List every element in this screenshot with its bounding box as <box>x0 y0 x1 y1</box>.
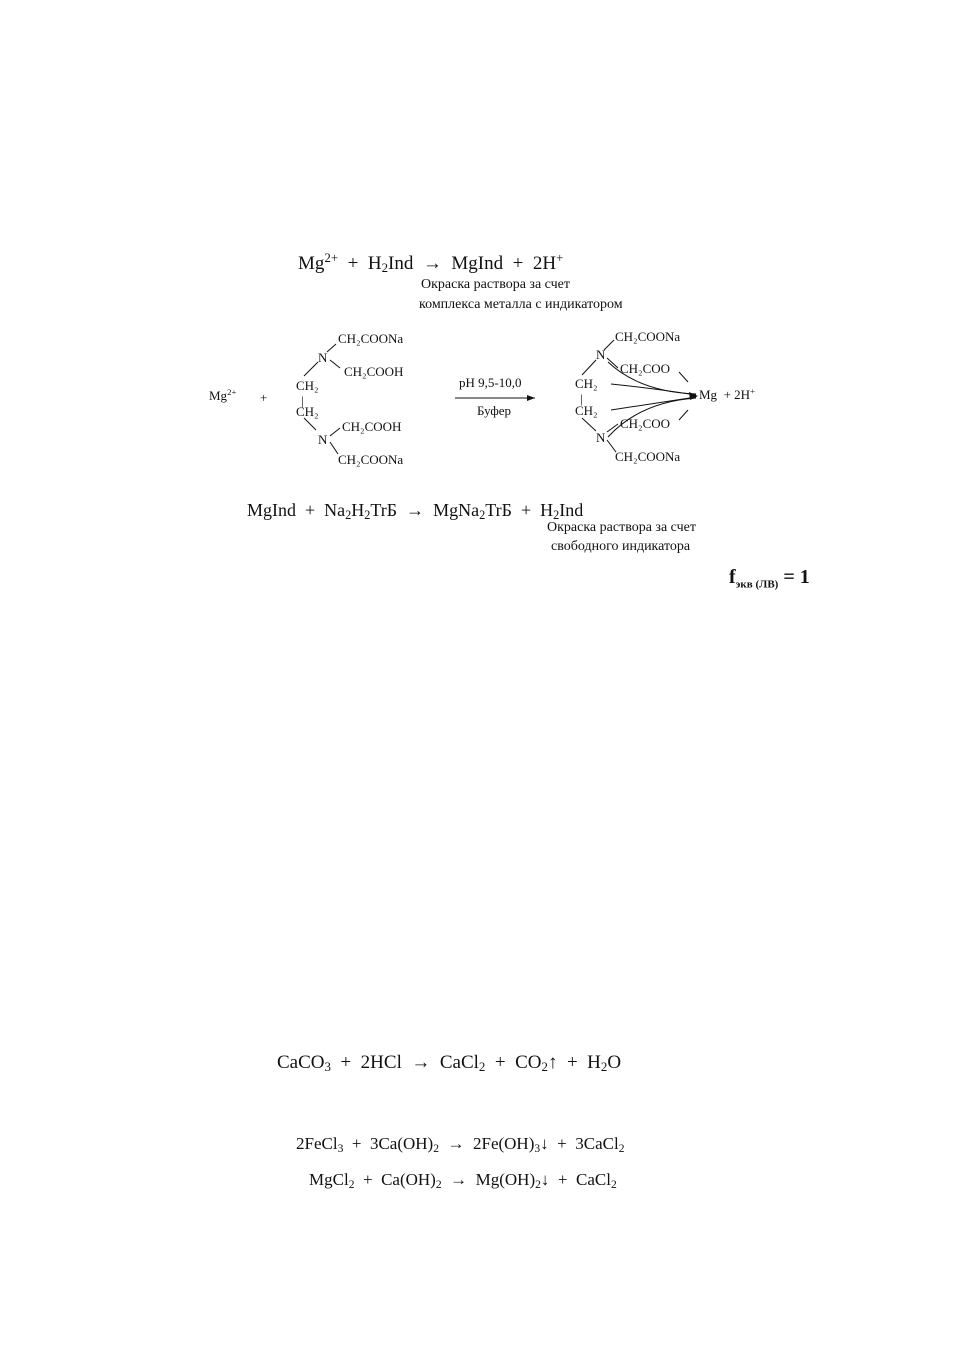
right-group-top-coo: CH₂COO <box>620 361 671 376</box>
note-free-indicator-line1: Окраска раствора за счет <box>547 520 696 535</box>
left-group-top-cooh: CH₂COOH <box>344 364 404 379</box>
plus-sign: + <box>260 390 268 405</box>
equation-mg-h2ind: $Mg^{2+} + H_2Ind$ → MgInd + 2H+ <box>298 249 564 276</box>
right-n-atom-bottom: N <box>596 430 606 445</box>
right-group-bottom-coona: CH₂COONa <box>615 449 681 464</box>
note-complex-line1: Окраска раствора за счет <box>421 277 570 292</box>
right-ch2-bottom: CH₂ <box>575 403 598 418</box>
equivalence-factor: $f_{экв (ЛВ)} = 1$ <box>729 566 810 591</box>
equation-mgcl2-caoh2: MgCl$_2$ + $Ca(OH)_2$ → $Mg(OH)_2↓$ + CaCl$_2$ <box>309 1170 617 1191</box>
left-ch2-top: CH₂ <box>296 378 319 393</box>
right-n-atom-top: N <box>596 347 606 362</box>
right-bond-bar: | <box>580 391 583 406</box>
condition-buffer: Буфер <box>477 403 512 418</box>
product-mg-complex: Mg + 2H+ <box>699 386 756 402</box>
left-n-atom-top: N <box>318 350 328 365</box>
right-ch2-top: CH₂ <box>575 376 598 391</box>
left-group-bottom-cooh: CH₂COOH <box>342 419 402 434</box>
equation-mgind-trilon: MgInd + $Na_2H_2TrБ$ → MgNa$_2$TrБ + $H_2Ind$ <box>247 500 584 523</box>
condition-ph: pH 9,5-10,0 <box>459 375 522 390</box>
left-bond-bar: | <box>301 393 304 408</box>
note-complex-line2: комплекса металла с индикатором <box>419 297 623 312</box>
left-group-top-coona: CH₂COONa <box>338 331 404 346</box>
right-group-bottom-coo: CH₂COO <box>620 416 671 431</box>
left-n-atom-bottom: N <box>318 432 328 447</box>
note-free-indicator-line2: свободного индикатора <box>551 539 691 554</box>
right-group-top-coona: CH₂COONa <box>615 329 681 344</box>
reactant-mg-ion: $Mg^{2+}$ <box>209 387 237 403</box>
equation-fecl3-caoh2: 2FeCl$_3$ + $3Ca(OH)_2$ → $2Fe(OH)_3↓$ + 3CaCl$_2$ <box>296 1134 625 1155</box>
equation-caco3-hcl: CaCO$_3$ + 2HCl → CaCl$_2$ + $CO_2↑ + H_2O$ <box>277 1052 622 1075</box>
left-ch2-bottom: CH₂ <box>296 404 319 419</box>
left-group-bottom-coona: CH₂COONa <box>338 452 404 467</box>
